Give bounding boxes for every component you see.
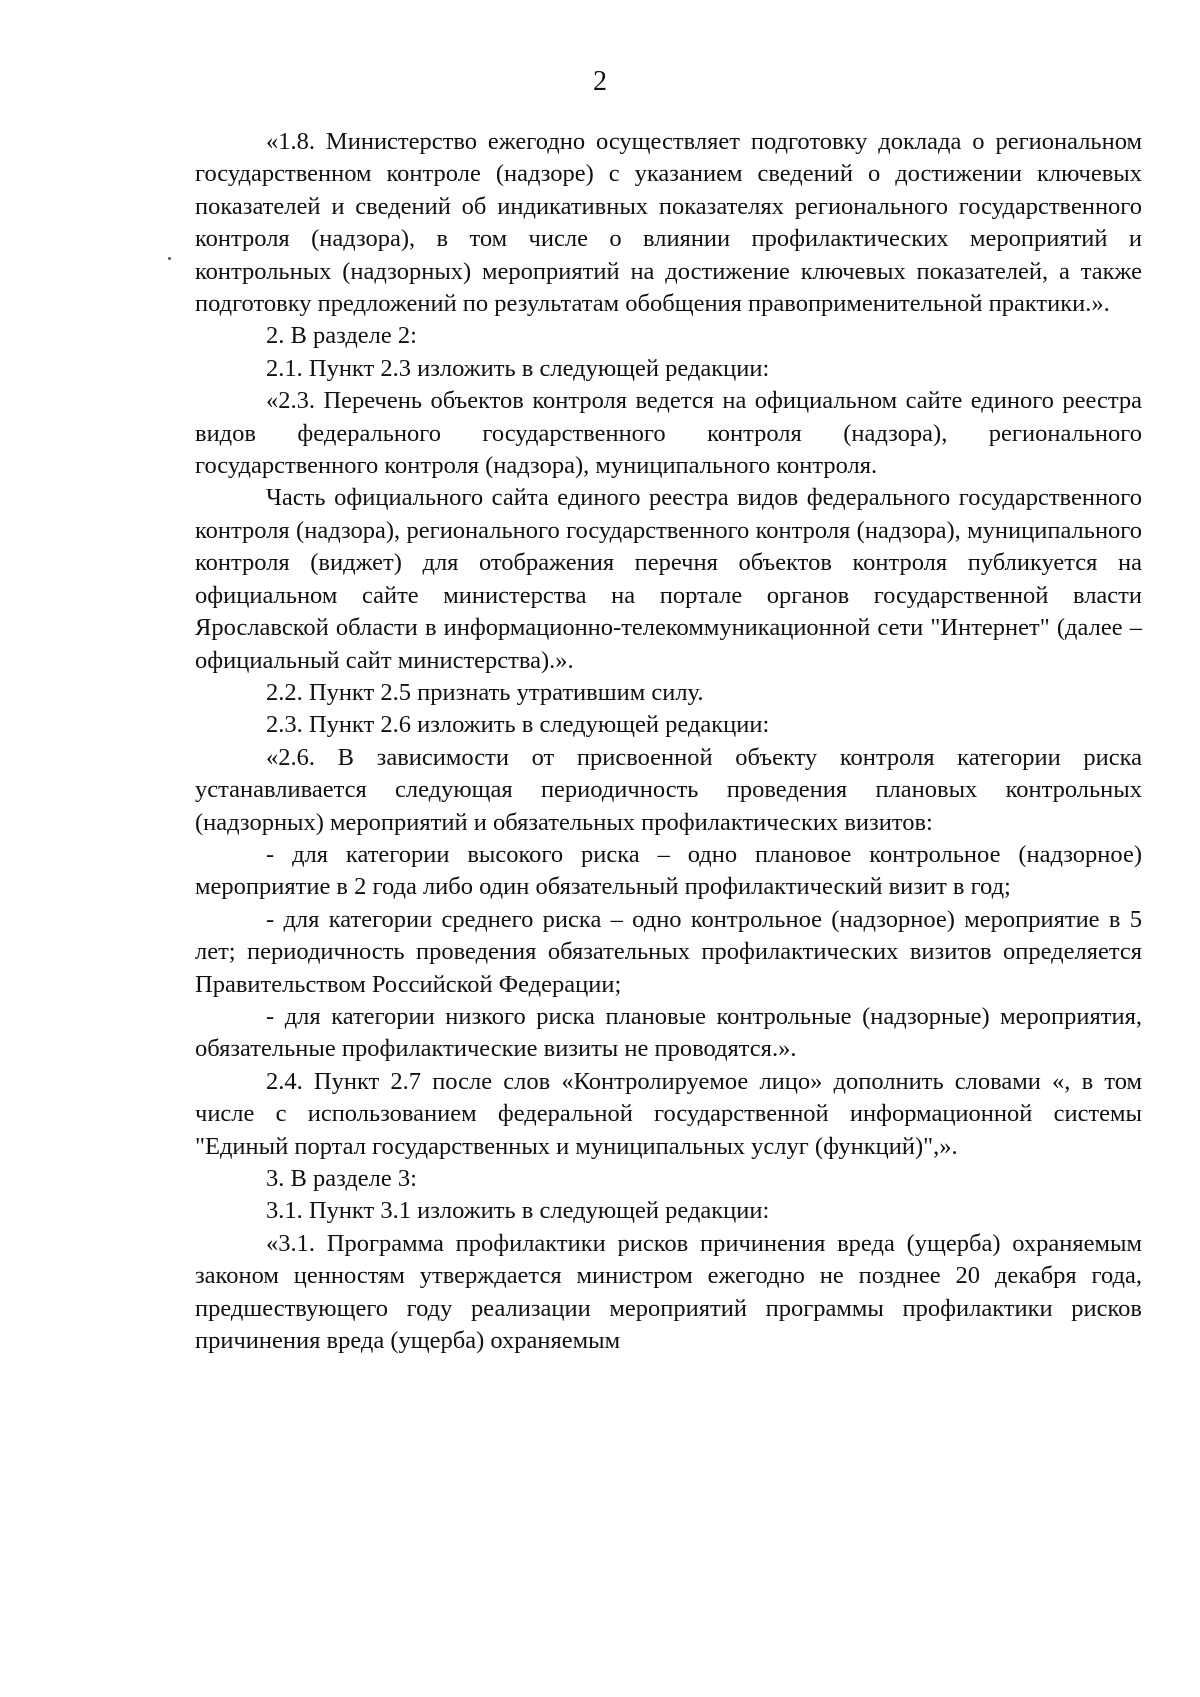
paragraph-2-4: 2.4. Пункт 2.7 после слов «Контролируемое лицо» дополнить словами «, в том числе с использованием федеральной государственной информационной системы "Единый портал государственных и муниципальных услуг (функций)",». [195, 1067, 1142, 1160]
paragraph-2-1: 2.1. Пункт 2.3 изложить в следующей редакции: [266, 354, 770, 382]
paragraph-section-2: 2. В разделе 2: [266, 322, 417, 350]
paragraph-3-1: 3.1. Пункт 3.1 изложить в следующей редакции: [266, 1197, 770, 1225]
list-item-high-risk: - для категории высокого риска – одно плановое контрольное (надзорное) мероприятие в 2 года либо один обязательный профилактический визит в год; [195, 840, 1142, 901]
paragraph-1-8: «1.8. Министерство ежегодно осуществляет подготовку доклада о региональном государственном контроле (надзоре) с указанием сведений о достижении ключевых показателей и сведений об индикативных показателях регионального государственного контроля (надзора), в том числе о влиянии профилактических мероприятий и контрольных (надзорных) мероприятий на достижение ключевых показателей, а также подготовку предложений по результатам обобщения правоприменительной практики.». [195, 128, 1142, 318]
paragraph-3-1-quote: «3.1. Программа профилактики рисков причинения вреда (ущерба) охраняемым законом ценностям утверждается министром ежегодно не позднее 20 декабря года, предшествующего году реализации мероприятий программы профилактики рисков причинения вреда (ущерба) охраняемым [195, 1229, 1142, 1355]
list-item-medium-risk: - для категории среднего риска – одно контрольное (надзорное) мероприятие в 5 лет; периодичность проведения обязательных профилактических визитов определяется Правительством Российской Федерации; [195, 905, 1142, 998]
scan-speck [168, 257, 171, 260]
paragraph-section-3: 3. В разделе 3: [266, 1165, 417, 1192]
paragraph-2-3-quote: «2.3. Перечень объектов контроля ведется на официальном сайте единого реестра видов федерального государственного контроля (надзора), регионального государственного контроля (надзора), муниципального контроля. [195, 387, 1142, 480]
document-body [195, 126, 1142, 1357]
paragraph-widget: Часть официального сайта единого реестра видов федерального государственного контроля (надзора), регионального государственного контроля (надзора), муниципального контроля (виджет) для отображения перечня объектов контроля публикуется на официальном сайте министерства на портале органов государственной власти Ярославской области в информационно-телекоммуникационной сети "Интернет" (далее – официальный сайт министерства).». [195, 484, 1142, 674]
page-number: 2 [593, 66, 607, 97]
paragraph-2-6-quote: «2.6. В зависимости от присвоенной объекту контроля категории риска устанавливается следующая периодичность проведения плановых контрольных (надзорных) мероприятий и обязательных профилактических визитов: [195, 743, 1142, 836]
paragraph-2-2: 2.2. Пункт 2.5 признать утратившим силу. [266, 678, 704, 706]
paragraph-2-3: 2.3. Пункт 2.6 изложить в следующей редакции: [266, 711, 770, 739]
list-item-low-risk: - для категории низкого риска плановые контрольные (надзорные) мероприятия, обязательные профилактические визиты не проводятся.». [195, 1002, 1142, 1063]
